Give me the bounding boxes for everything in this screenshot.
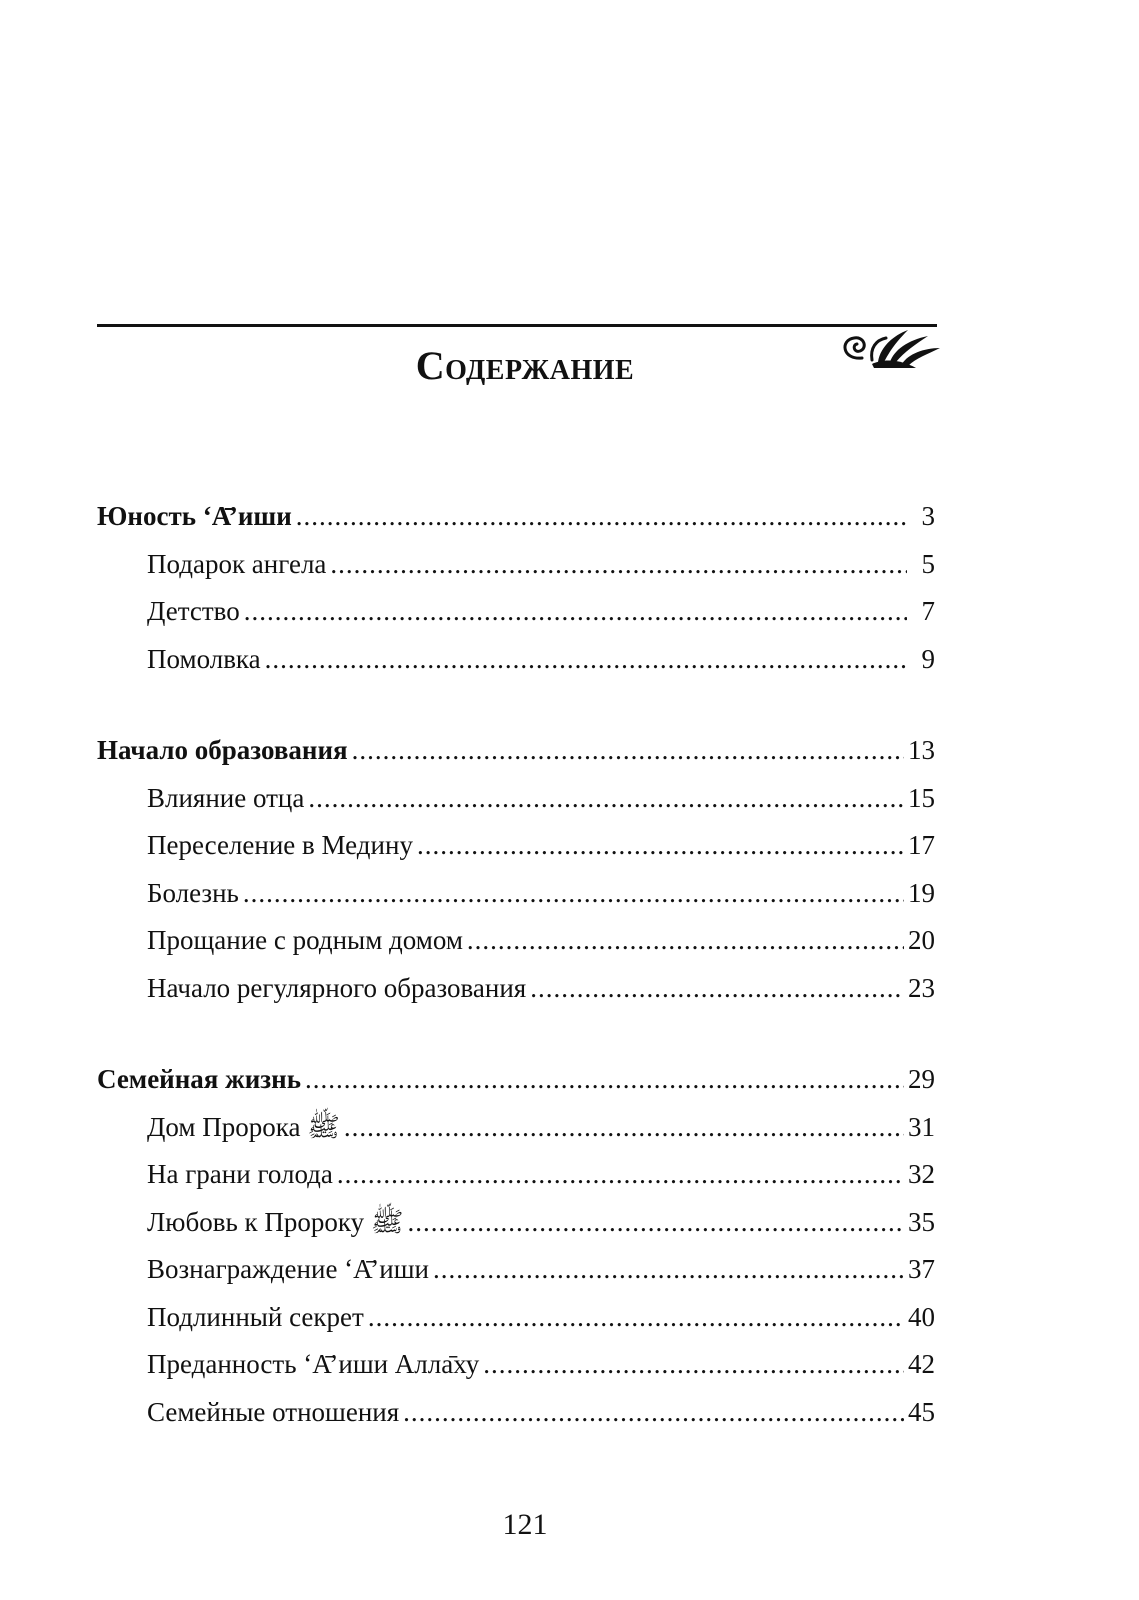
- dot-leader: [265, 636, 907, 684]
- toc-page-number: 29: [908, 1064, 935, 1094]
- toc-page-number: 31: [908, 1111, 935, 1142]
- toc-entry: [97, 822, 935, 870]
- toc-entry: [97, 870, 935, 918]
- toc-entry-label: Подлинный секрет: [147, 1301, 364, 1332]
- toc-entry: [97, 1151, 935, 1199]
- dot-leader: [403, 1389, 904, 1437]
- toc-heading-label: Начало образования: [97, 735, 348, 765]
- toc-entry-label: Помолвка: [147, 643, 261, 674]
- dot-leader: [530, 965, 904, 1013]
- dot-leader: [433, 1246, 904, 1294]
- toc-entry: [97, 541, 935, 589]
- toc-entry-label: Семейные отношения: [147, 1396, 400, 1427]
- toc-page-number: 19: [908, 877, 935, 908]
- dot-leader: [417, 822, 904, 870]
- toc-page-number: 37: [908, 1254, 935, 1284]
- toc-page-number: 42: [908, 1349, 935, 1379]
- toc-entry-label: Подарок ангела: [147, 548, 327, 579]
- dot-leader: [296, 493, 907, 541]
- toc-entry-label: Дом Пророка ﷺ: [147, 1111, 340, 1142]
- toc-entry: [97, 1104, 935, 1152]
- toc-page-number: 23: [908, 972, 935, 1003]
- toc-page-number: 20: [908, 925, 935, 955]
- toc-page-number: 9: [921, 643, 935, 674]
- toc-entry-label: Влияние отца: [147, 782, 305, 813]
- dot-leader: [344, 1104, 904, 1152]
- toc-entry: [97, 588, 935, 636]
- toc-entry: [97, 775, 935, 823]
- toc-page-number: 17: [908, 830, 935, 860]
- toc-section-3: [97, 1056, 935, 1436]
- toc-entry-label: Любовь к Пророку ﷺ: [147, 1206, 404, 1237]
- table-of-contents: [97, 493, 935, 1480]
- dot-leader: [368, 1294, 904, 1342]
- toc-entry-label: На грани голода: [147, 1159, 333, 1189]
- header-rule: [97, 324, 937, 327]
- toc-section-2: [97, 727, 935, 1012]
- toc-page-number: 3: [921, 501, 935, 531]
- dot-leader: [467, 917, 904, 965]
- toc-entry: [97, 1246, 935, 1294]
- toc-entry-label: Болезнь: [147, 877, 239, 908]
- toc-entry: [97, 1199, 935, 1247]
- dot-leader: [305, 1056, 904, 1104]
- dot-leader: [243, 870, 904, 918]
- dot-leader: [244, 588, 907, 636]
- dot-leader: [483, 1341, 904, 1389]
- toc-heading-label: Юность ‘А̄’иши: [97, 501, 292, 531]
- toc-entry-label: Переселение в Медину: [147, 830, 413, 860]
- toc-page-number: 45: [908, 1396, 935, 1427]
- toc-section-1: [97, 493, 935, 683]
- toc-entry: [97, 1294, 935, 1342]
- toc-entry-label: Детство: [147, 596, 240, 626]
- page-number: 121: [502, 1508, 548, 1541]
- dot-leader: [337, 1151, 904, 1199]
- toc-entry: [97, 965, 935, 1013]
- toc-entry-label: Прощание с родным домом: [147, 925, 463, 955]
- toc-entry-label: Вознаграждение ‘А̄’иши: [147, 1254, 429, 1284]
- toc-page-number: 15: [908, 782, 935, 813]
- toc-entry: [97, 636, 935, 684]
- toc-entry: [97, 1341, 935, 1389]
- dot-leader: [408, 1199, 904, 1247]
- toc-page-number: 7: [921, 596, 935, 626]
- toc-page-number: 13: [908, 735, 935, 765]
- toc-entry-label: Начало регулярного образования: [147, 972, 527, 1003]
- toc-heading: [97, 493, 935, 541]
- dot-leader: [308, 775, 904, 823]
- toc-heading: [97, 727, 935, 775]
- toc-heading-label: Семейная жизнь: [97, 1064, 301, 1094]
- toc-entry-label: Преданность ‘А̄’иши Алла̄ху: [147, 1349, 480, 1379]
- page-title: Содержание: [415, 343, 635, 388]
- toc-page-number: 40: [908, 1301, 935, 1332]
- toc-heading: [97, 1056, 935, 1104]
- toc-page-number: 32: [908, 1159, 935, 1189]
- dot-leader: [330, 541, 907, 589]
- toc-entry: [97, 1389, 935, 1437]
- toc-page-number: 5: [921, 548, 935, 579]
- toc-page-number: 35: [908, 1206, 935, 1237]
- dot-leader: [352, 727, 904, 775]
- toc-entry: [97, 917, 935, 965]
